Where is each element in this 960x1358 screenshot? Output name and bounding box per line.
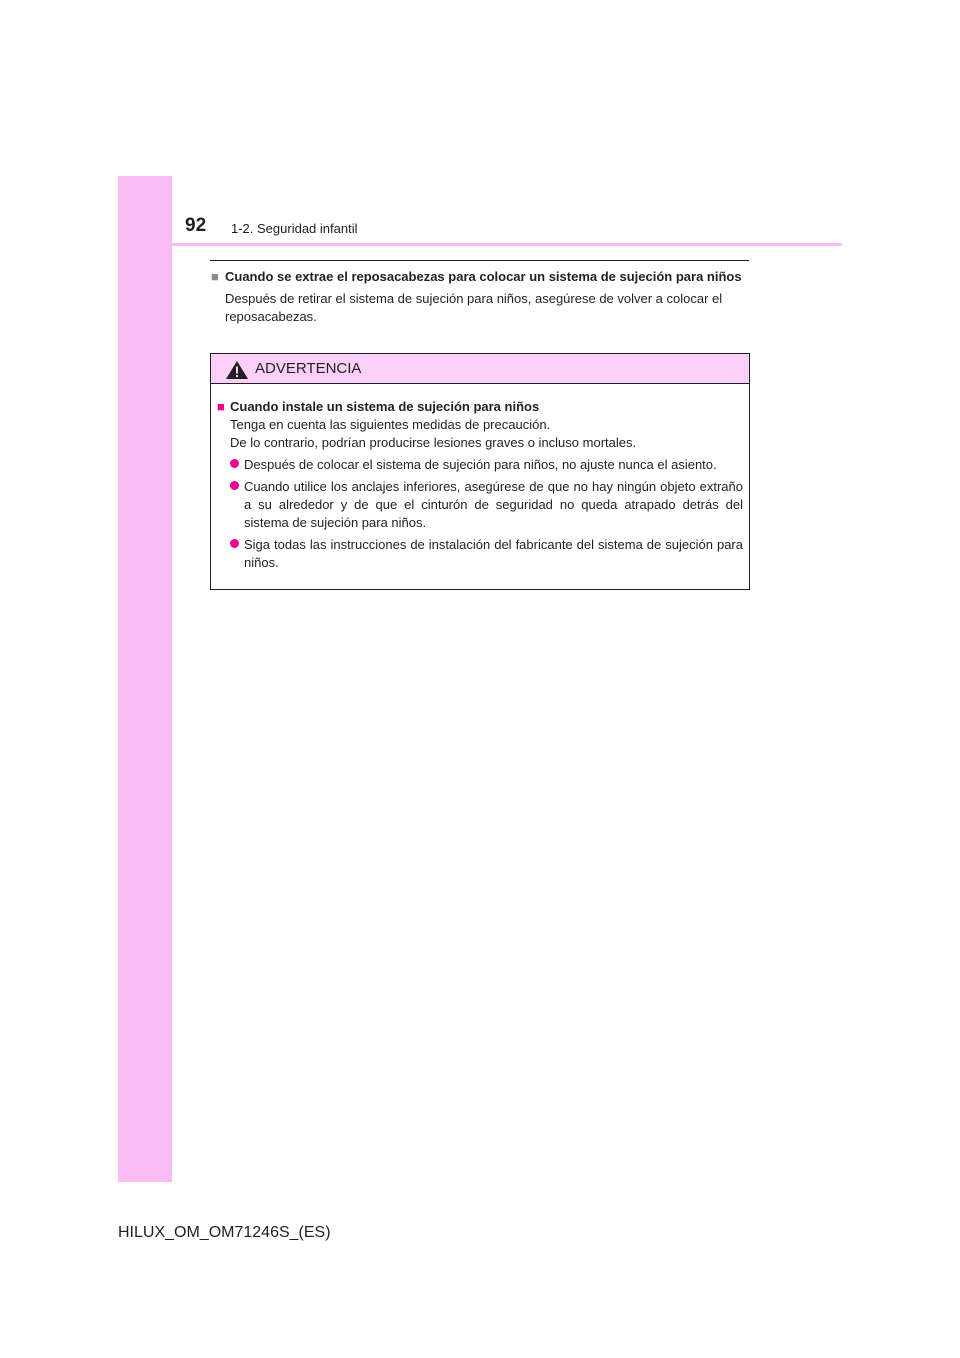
warning-bullet bbox=[230, 456, 743, 474]
side-band bbox=[118, 176, 172, 1182]
footer-code: HILUX_OM_OM71246S_(ES) bbox=[118, 1224, 331, 1241]
warning-triangle-icon bbox=[225, 360, 249, 380]
warning-intro-line-2: De lo contrario, podrían producirse lesiones graves o incluso mortales. bbox=[230, 435, 637, 450]
warning-heading-text: Cuando instale un sistema de sujeción para niños bbox=[230, 399, 540, 414]
chapter-title: 1-2. Seguridad infantil bbox=[231, 221, 358, 236]
warning-bullet bbox=[230, 536, 743, 572]
section-heading bbox=[211, 268, 749, 286]
circle-bullet-icon bbox=[230, 478, 244, 492]
header-rule bbox=[118, 243, 842, 246]
warning-heading bbox=[217, 398, 743, 416]
warning-bullet-text: Siga todas las instrucciones de instalación del fabricante del sistema de sujeción para niños. bbox=[244, 537, 743, 570]
warning-intro-line-1: Tenga en cuenta las siguientes medidas de precaución. bbox=[230, 417, 551, 432]
circle-bullet-icon bbox=[230, 536, 244, 550]
headrest-section bbox=[211, 268, 749, 326]
square-bullet-icon: ■ bbox=[211, 269, 219, 284]
warning-bullet-text: Después de colocar el sistema de sujeción para niños, no ajuste nunca el asiento. bbox=[244, 457, 717, 472]
section-title: Cuando se extrae el reposacabezas para colocar un sistema de sujeción para niños bbox=[225, 269, 742, 284]
warning-label: ADVERTENCIA bbox=[255, 360, 362, 377]
section-divider bbox=[210, 260, 749, 261]
warning-box bbox=[210, 353, 750, 590]
warning-header bbox=[211, 354, 749, 384]
circle-bullet-icon bbox=[230, 456, 244, 470]
square-bullet-icon: ■ bbox=[217, 399, 225, 414]
section-body: Después de retirar el sistema de sujeción para niños, asegúrese de volver a colocar el reposacabezas. bbox=[225, 291, 723, 324]
warning-bullet bbox=[230, 478, 743, 532]
page-number: 92 bbox=[185, 215, 207, 236]
warning-body bbox=[211, 384, 749, 572]
warning-bullet-text: Cuando utilice los anclajes inferiores, asegúrese de que no hay ningún objeto extraño a su alrededor y de que el cinturón de seguridad no queda atrapado detrás del sistema de sujeción para niños. bbox=[244, 479, 743, 530]
